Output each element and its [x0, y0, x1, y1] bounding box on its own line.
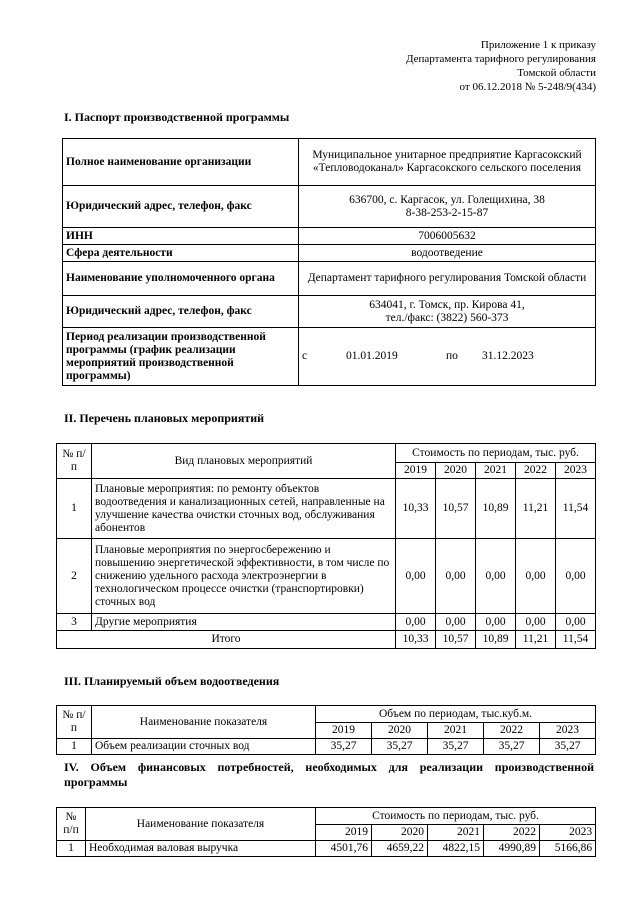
section-1-title: I. Паспорт производственной программы: [64, 110, 290, 124]
row-value: 0,00: [396, 539, 436, 614]
table-row: [57, 841, 596, 857]
col-cost-header: Стоимость по периодам, тыс. руб.: [316, 808, 596, 825]
year-header: 2022: [484, 825, 540, 841]
row-value: [299, 296, 596, 328]
value-line: 8-38-253-2-15-87: [405, 206, 489, 219]
row-value: 5166,86: [540, 841, 596, 857]
row-value: 35,27: [316, 739, 372, 755]
row-value: 0,00: [556, 614, 596, 631]
col-cost-header: Стоимость по периодам, тыс. руб.: [396, 444, 596, 463]
table-row: [63, 186, 596, 228]
row-label: Юридический адрес, телефон, факс: [63, 296, 299, 328]
col-num-header: № п/п: [57, 706, 92, 739]
year-header: 2021: [428, 825, 484, 841]
year-header: 2022: [516, 463, 556, 479]
total-value: 10,33: [396, 631, 436, 649]
year-header: 2021: [476, 463, 516, 479]
row-value: 0,00: [436, 539, 476, 614]
passport-table: [62, 138, 596, 386]
row-name: Другие мероприятия: [92, 614, 396, 631]
row-value: 10,57: [436, 479, 476, 539]
total-row: [57, 631, 596, 649]
section-3-title: III. Планируемый объем водоотведения: [64, 674, 280, 688]
row-num: 3: [57, 614, 92, 631]
row-num: 1: [57, 841, 86, 857]
year-header: 2019: [396, 463, 436, 479]
table-row: [63, 328, 596, 386]
volume-table: [56, 705, 596, 755]
row-value: водоотведение: [299, 245, 596, 262]
year-header: 2019: [316, 825, 372, 841]
total-label: Итого: [57, 631, 396, 649]
row-label: Наименование уполномоченного органа: [63, 262, 299, 296]
row-value: 11,21: [516, 479, 556, 539]
table-row: [63, 296, 596, 328]
row-value: 0,00: [476, 614, 516, 631]
measures-table: [56, 443, 596, 649]
row-value: 0,00: [436, 614, 476, 631]
row-value: 10,33: [396, 479, 436, 539]
row-value: 7006005632: [299, 228, 596, 245]
period-from-label: с: [302, 350, 308, 362]
col-name-header: Наименование показателя: [92, 706, 316, 739]
appendix-line: Томской области: [517, 67, 596, 79]
row-label: Сфера деятельности: [63, 245, 299, 262]
row-label: Юридический адрес, телефон, факс: [63, 186, 299, 228]
table-row: [63, 228, 596, 245]
year-header: 2023: [540, 723, 596, 739]
col-num-header: № п/п: [57, 444, 92, 479]
year-header: 2023: [556, 463, 596, 479]
row-value: 0,00: [516, 539, 556, 614]
row-value: 0,00: [556, 539, 596, 614]
row-value: 35,27: [372, 739, 428, 755]
section-4-title: IV. Объем финансовых потребностей, необходимых для реализации производственной программы: [64, 760, 594, 789]
table-row: [57, 539, 596, 614]
appendix-line: Департамента тарифного регулирования: [405, 53, 596, 65]
year-header: 2019: [316, 723, 372, 739]
row-value: 35,27: [428, 739, 484, 755]
row-value: 4659,22: [372, 841, 428, 857]
year-header: 2022: [484, 723, 540, 739]
value-line: 634041, г. Томск, пр. Кирова 41,: [369, 298, 525, 311]
appendix-header: [406, 38, 596, 94]
row-name: Необходимая валовая выручка: [86, 841, 316, 857]
value-line: тел./факс: (3822) 560-373: [385, 311, 509, 324]
row-label: ИНН: [63, 228, 299, 245]
year-header: 2020: [372, 825, 428, 841]
row-value: Департамент тарифного регулирования Томской области: [299, 262, 596, 296]
row-value: [299, 186, 596, 228]
row-num: 1: [57, 479, 92, 539]
period-to: 31.12.2023: [482, 350, 534, 362]
row-name: Плановые мероприятия по энергосбережению и повышению энергетической эффективности, в том числе по снижению удельного расхода электроэнергии в технологическом процессе очистки (транспортировки) сточных вод: [92, 539, 396, 614]
row-value: 4501,76: [316, 841, 372, 857]
table-row: [57, 614, 596, 631]
row-value: 0,00: [516, 614, 556, 631]
appendix-line: Приложение 1 к приказу: [480, 39, 596, 51]
table-row: [63, 245, 596, 262]
row-label: Полное наименование организации: [63, 139, 299, 186]
table-row: [63, 262, 596, 296]
year-header: 2020: [436, 463, 476, 479]
table-row: [57, 479, 596, 539]
row-name: Плановые мероприятия: по ремонту объектов водоотведения и канализационных сетей, направленные на улучшение качества очистки сточных вод, обслуживания абонентов: [92, 479, 396, 539]
row-value: 4822,15: [428, 841, 484, 857]
row-value: 35,27: [540, 739, 596, 755]
table-header-row: [57, 444, 596, 463]
year-header: 2020: [372, 723, 428, 739]
row-value: 4990,89: [484, 841, 540, 857]
total-value: 10,57: [436, 631, 476, 649]
row-value: 10,89: [476, 479, 516, 539]
row-value: Муниципальное унитарное предприятие Каргасокский «Тепловодоканал» Каргасокского сельского поселения: [299, 139, 596, 186]
section-2-title: II. Перечень плановых мероприятий: [64, 411, 265, 425]
col-name-header: Наименование показателя: [86, 808, 316, 841]
row-value: 0,00: [396, 614, 436, 631]
total-value: 10,89: [476, 631, 516, 649]
total-value: 11,54: [556, 631, 596, 649]
col-num-header: № п/п: [57, 808, 86, 841]
period-to-label: по: [446, 350, 458, 362]
col-name-header: Вид плановых мероприятий: [92, 444, 396, 479]
value-line: 636700, с. Каргасок, ул. Голещихина, 38: [349, 193, 545, 206]
row-label: Период реализации производственной программы (график реализации мероприятий производственной программы): [63, 328, 299, 386]
row-value: 0,00: [476, 539, 516, 614]
row-name: Объем реализации сточных вод: [92, 739, 316, 755]
period-from: 01.01.2019: [346, 350, 398, 362]
table-row: [57, 739, 596, 755]
period-value: [299, 328, 596, 386]
appendix-line: от 06.12.2018 № 5-248/9(434): [459, 81, 596, 93]
year-header: 2023: [540, 825, 596, 841]
table-header-row: [57, 808, 596, 825]
year-header: 2021: [428, 723, 484, 739]
finance-table: [56, 807, 596, 857]
table-row: [63, 139, 596, 186]
row-value: 11,54: [556, 479, 596, 539]
row-num: 2: [57, 539, 92, 614]
row-num: 1: [57, 739, 92, 755]
col-volume-header: Объем по периодам, тыс.куб.м.: [316, 706, 596, 723]
table-header-row: [57, 706, 596, 723]
row-value: 35,27: [484, 739, 540, 755]
total-value: 11,21: [516, 631, 556, 649]
